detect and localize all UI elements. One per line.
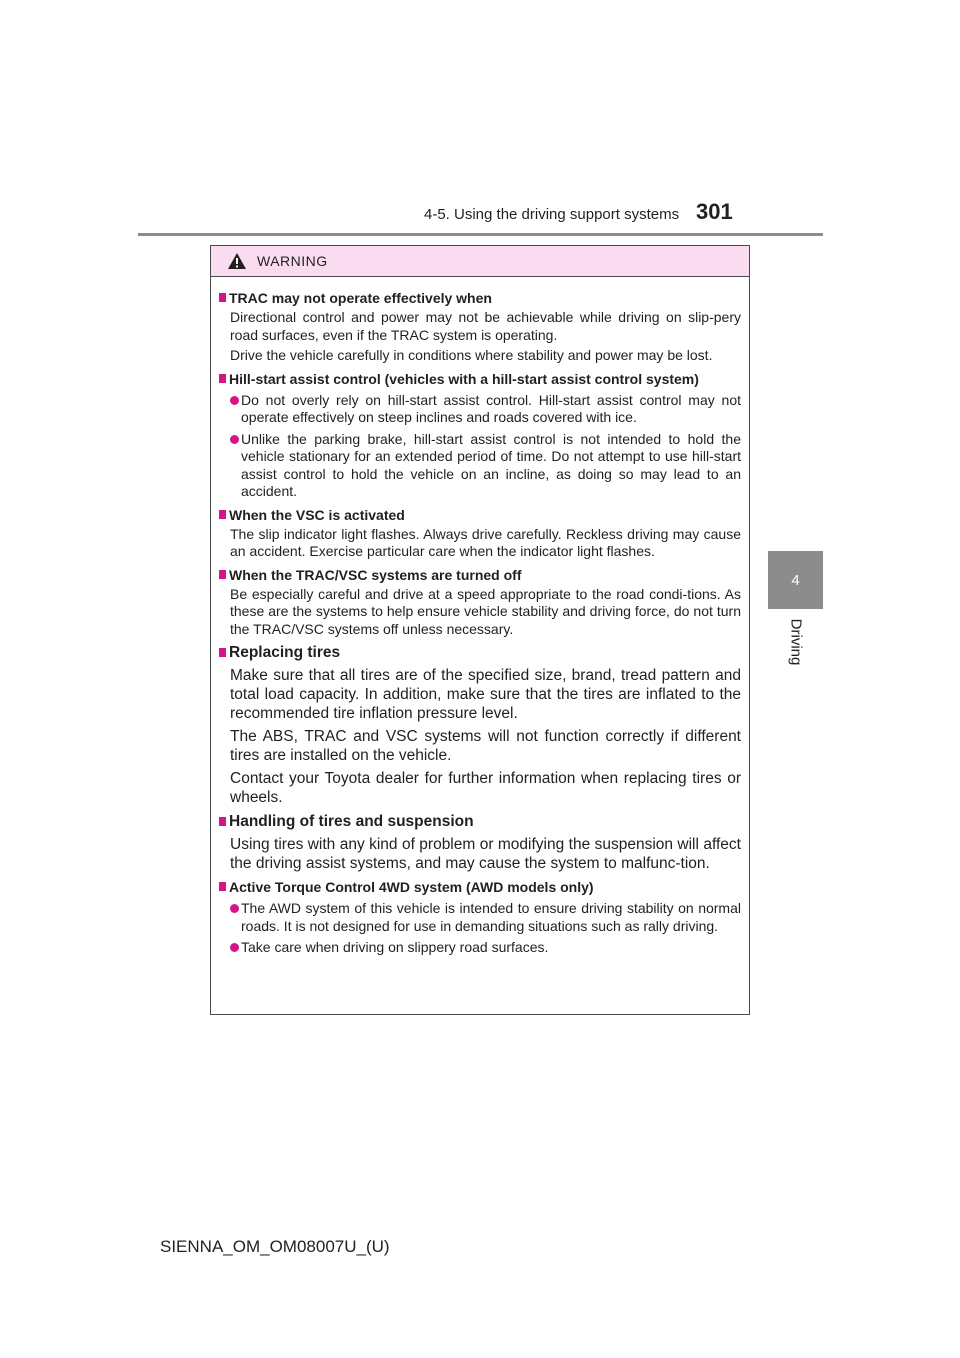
paragraph: Be especially careful and drive at a speed appropriate to the road condi-tions. As these are the systems to help ensure vehicle stability and driving force, do not turn the TRAC/VSC systems off unless necessary. xyxy=(230,585,741,637)
section-heading: When the VSC is activated xyxy=(219,506,741,524)
warning-triangle-icon xyxy=(227,252,247,270)
bullet-item: Do not overly rely on hill-start assist control. Hill-start assist control may not operate effectively on steep inclines and roads covered with ice. xyxy=(219,392,741,427)
paragraph: The slip indicator light flashes. Always drive carefully. Reckless driving may cause an accident. Exercise particular care when the indicator light flashes. xyxy=(230,525,741,559)
paragraph: Contact your Toyota dealer for further information when replacing tires or wheels. xyxy=(230,770,741,806)
section-heading: When the TRAC/VSC systems are turned off xyxy=(219,566,741,584)
bullet-item: Take care when driving on slippery road surfaces. xyxy=(219,939,741,957)
section-replacing-tires xyxy=(219,643,741,807)
chapter-label-wrap xyxy=(768,612,823,672)
bullet-item: Unlike the parking brake, hill-start assist control is not intended to hold the vehicle stationary for an extended period of time. Do not attempt to use hill-start assist control to hold the vehicle on an incline, as doing so may lead to an accident. xyxy=(219,431,741,501)
section-tires-suspension xyxy=(219,812,741,873)
section-hill-start xyxy=(219,370,741,501)
section-trac xyxy=(219,289,741,365)
paragraph: Make sure that all tires are of the specified size, brand, tread pattern and total load capacity. In addition, make sure that the tires are inflated to the recommended tire inflation pressure level. xyxy=(230,667,741,722)
section-awd xyxy=(219,878,741,957)
section-heading: Replacing tires xyxy=(219,643,741,663)
manual-code: SIENNA_OM_OM08007U_(U) xyxy=(160,1237,390,1256)
paragraph: Drive the vehicle carefully in conditions where stability and power may be lost. xyxy=(230,347,713,363)
warning-label: WARNING xyxy=(257,253,328,269)
chapter-number: 4 xyxy=(791,571,800,589)
section-trac-vsc-off xyxy=(219,566,741,639)
chapter-label: Driving xyxy=(787,618,804,666)
paragraph: The ABS, TRAC and VSC systems will not function correctly if different tires are installed on the vehicle. xyxy=(230,728,741,764)
warning-body xyxy=(211,277,749,957)
section-heading: TRAC may not operate effectively when xyxy=(219,289,741,307)
section-vsc-activated xyxy=(219,506,741,561)
section-heading: Handling of tires and suspension xyxy=(219,812,741,832)
paragraph: Using tires with any kind of problem or modifying the suspension will affect the driving assist systems, and may cause the system to malfunc-tion. xyxy=(230,836,741,872)
warning-header xyxy=(211,246,749,277)
section-heading: Active Torque Control 4WD system (AWD models only) xyxy=(219,878,741,896)
paragraph: Directional control and power may not be achievable while driving on slip-pery road surfaces, even if the TRAC system is operating. xyxy=(230,309,741,343)
header-rule xyxy=(138,233,823,236)
bullet-item: The AWD system of this vehicle is intended to ensure driving stability on normal roads. It is not designed for use in demanding situations such as rally driving. xyxy=(219,900,741,935)
page-number: 301 xyxy=(696,199,733,224)
section-heading: Hill-start assist control (vehicles with a hill-start assist control system) xyxy=(219,370,741,388)
section-title: 4-5. Using the driving support systems xyxy=(424,206,680,223)
chapter-tab[interactable] xyxy=(768,551,823,609)
warning-box xyxy=(210,245,750,1015)
